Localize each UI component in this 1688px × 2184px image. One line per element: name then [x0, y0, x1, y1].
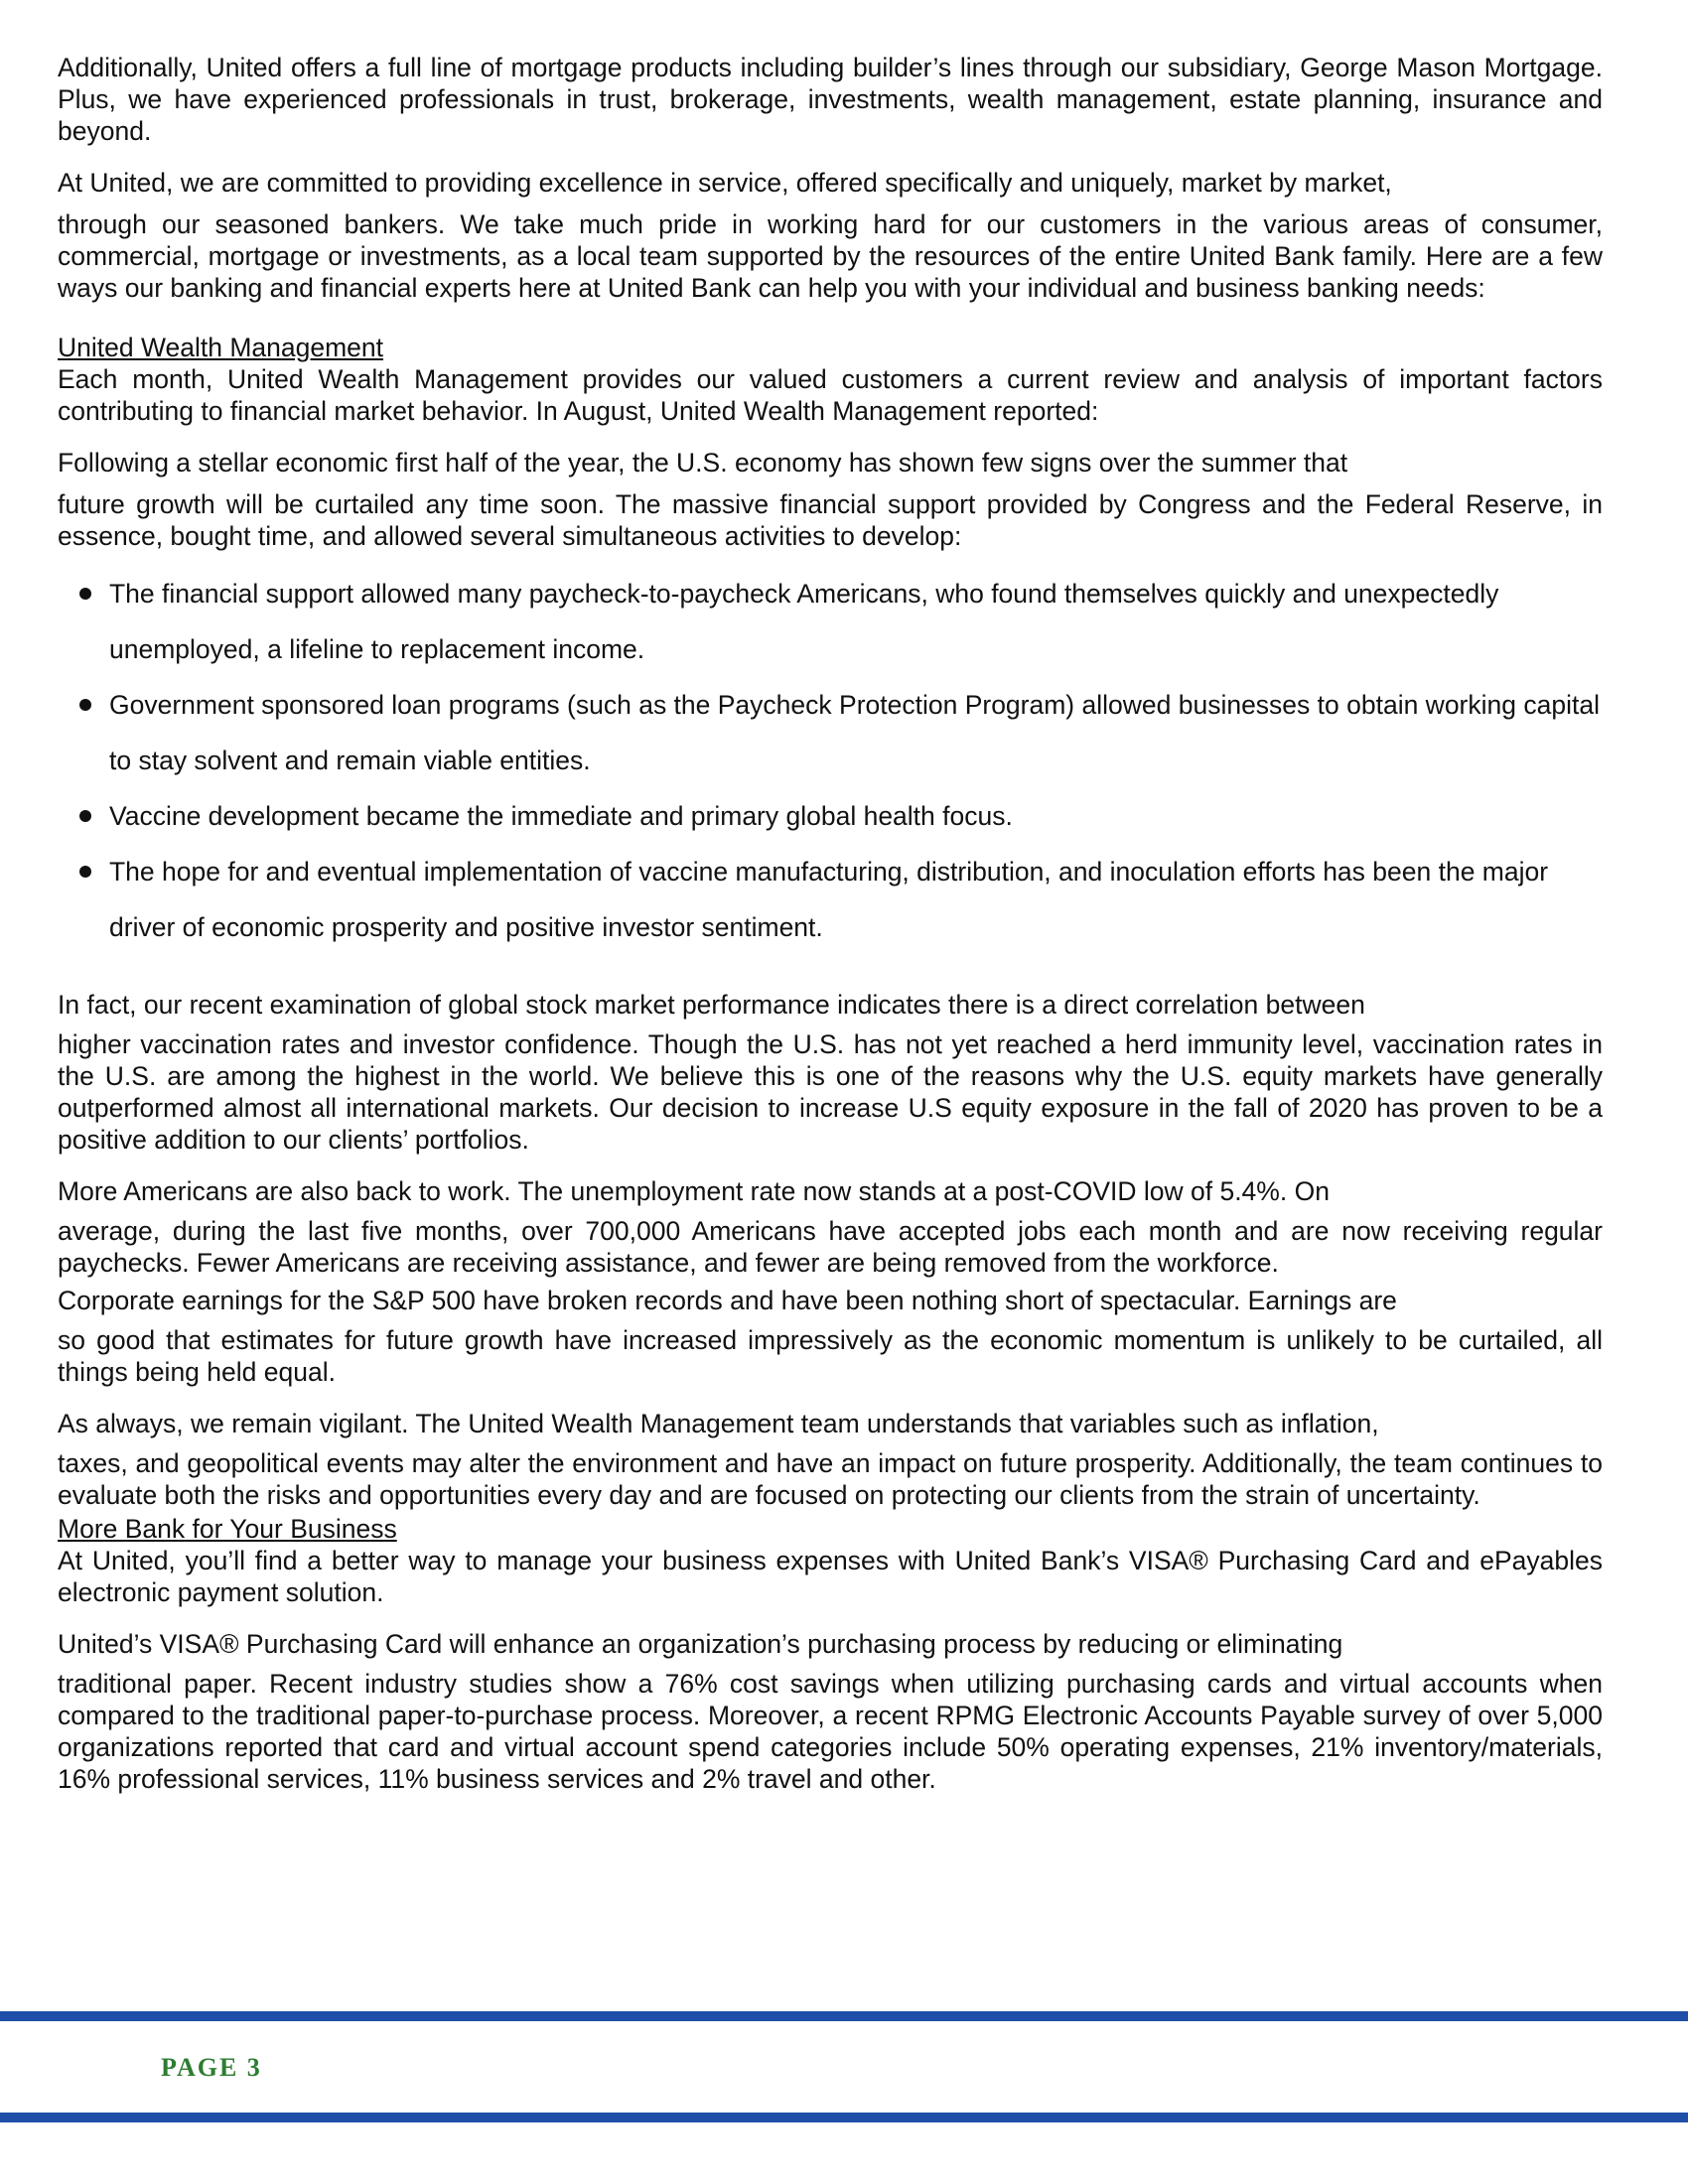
bullet-item: Vaccine development became the immediate and primary global health focus.: [58, 788, 1603, 844]
document-body: [58, 52, 1603, 1795]
bullet-item: The hope for and eventual implementation of vaccine manufacturing, distribution, and inoculation efforts has been the major driver of economic prosperity and positive investor sentiment.: [58, 844, 1603, 955]
vigilance-paragraph-lead: As always, we remain vigilant. The United Wealth Management team understands that variables such as inflation,: [58, 1409, 1379, 1438]
intro-paragraph: Additionally, United offers a full line of mortgage products including builder’s lines through our subsidiary, George Mason Mortgage. Plus, we have experienced professionals in trust, brokerage, investments, wealth management, estate planning, insurance and beyond.: [58, 53, 1603, 146]
activities-bullet-list: [58, 566, 1603, 955]
economy-paragraph-lead: Following a stellar economic first half of the year, the U.S. economy has shown few signs over the summer that: [58, 448, 1348, 478]
footer-bottom-rule: [0, 2113, 1688, 2122]
vaccination-paragraph: higher vaccination rates and investor confidence. Though the U.S. has not yet reached a herd immunity level, vaccination rates in the U.S. are among the highest in the world. We believe this is one of the reasons why the U.S. equity markets have generally outperformed almost all international markets. Our decision to increase U.S equity exposure in the fall of 2020 has proven to be a positive addition to our clients’ portfolios.: [58, 1029, 1603, 1155]
wealth-intro-paragraph: Each month, United Wealth Management provides our valued customers a current review and analysis of important factors contributing to financial market behavior. In August, United Wealth Management reported:: [58, 364, 1603, 426]
vaccination-paragraph-lead: In fact, our recent examination of global stock market performance indicates there is a direct correlation between: [58, 990, 1365, 1020]
earnings-paragraph: so good that estimates for future growth have increased impressively as the economic momentum is unlikely to be curtailed, all things being held equal.: [58, 1325, 1603, 1387]
commitment-paragraph-lead: At United, we are committed to providing excellence in service, offered specifically and uniquely, market by market,: [58, 168, 1392, 198]
purchasing-card-paragraph: traditional paper. Recent industry studies show a 76% cost savings when utilizing purchasing cards and virtual accounts when compared to the traditional paper-to-purchase process. Moreover, a recent RPMG Electronic Accounts Payable survey of over 5,000 organizations reported that card and virtual account spend categories include 50% operating expenses, 21% inventory/materials, 16% professional services, 11% business services and 2% travel and other.: [58, 1669, 1603, 1794]
purchasing-card-paragraph-lead: United’s VISA® Purchasing Card will enhance an organization’s purchasing process by reducing or eliminating: [58, 1629, 1343, 1659]
section-heading-business-banking: More Bank for Your Business: [58, 1514, 397, 1544]
commitment-paragraph: through our seasoned bankers. We take much pride in working hard for our customers in the various areas of consumer, commercial, mortgage or investments, as a local team supported by the resources of the entire United Bank family. Here are a few ways our banking and financial experts here at United Bank can help you with your individual and business banking needs:: [58, 209, 1603, 303]
economy-paragraph: future growth will be curtailed any time soon. The massive financial support provided by Congress and the Federal Reserve, in essence, bought time, and allowed several simultaneous activities to develop:: [58, 489, 1603, 551]
earnings-paragraph-lead: Corporate earnings for the S&P 500 have broken records and have been nothing short of spectacular. Earnings are: [58, 1286, 1397, 1315]
footer-top-rule: [0, 2011, 1688, 2021]
bullet-item: The financial support allowed many paycheck-to-paycheck Americans, who found themselves quickly and unexpectedly unemployed, a lifeline to replacement income.: [58, 566, 1603, 677]
vigilance-paragraph: taxes, and geopolitical events may alter the environment and have an impact on future prosperity. Additionally, the team continues to evaluate both the risks and opportunities every day and are focused on protecting our clients from the strain of uncertainty.: [58, 1448, 1603, 1510]
section-heading-wealth-management: United Wealth Management: [58, 333, 384, 362]
employment-paragraph-lead: More Americans are also back to work. The unemployment rate now stands at a post-COVID low of 5.4%. On: [58, 1176, 1330, 1206]
purchasing-card-intro: At United, you’ll find a better way to manage your business expenses with United Bank’s VISA® Purchasing Card and ePayables electronic payment solution.: [58, 1546, 1603, 1607]
employment-paragraph: average, during the last five months, over 700,000 Americans have accepted jobs each month and are now receiving regular paychecks. Fewer Americans are receiving assistance, and fewer are being removed from the workforce.: [58, 1216, 1603, 1278]
page-number: PAGE 3: [161, 2053, 262, 2082]
bullet-item: Government sponsored loan programs (such as the Paycheck Protection Program) allowed businesses to obtain working capital to stay solvent and remain viable entities.: [58, 677, 1603, 788]
